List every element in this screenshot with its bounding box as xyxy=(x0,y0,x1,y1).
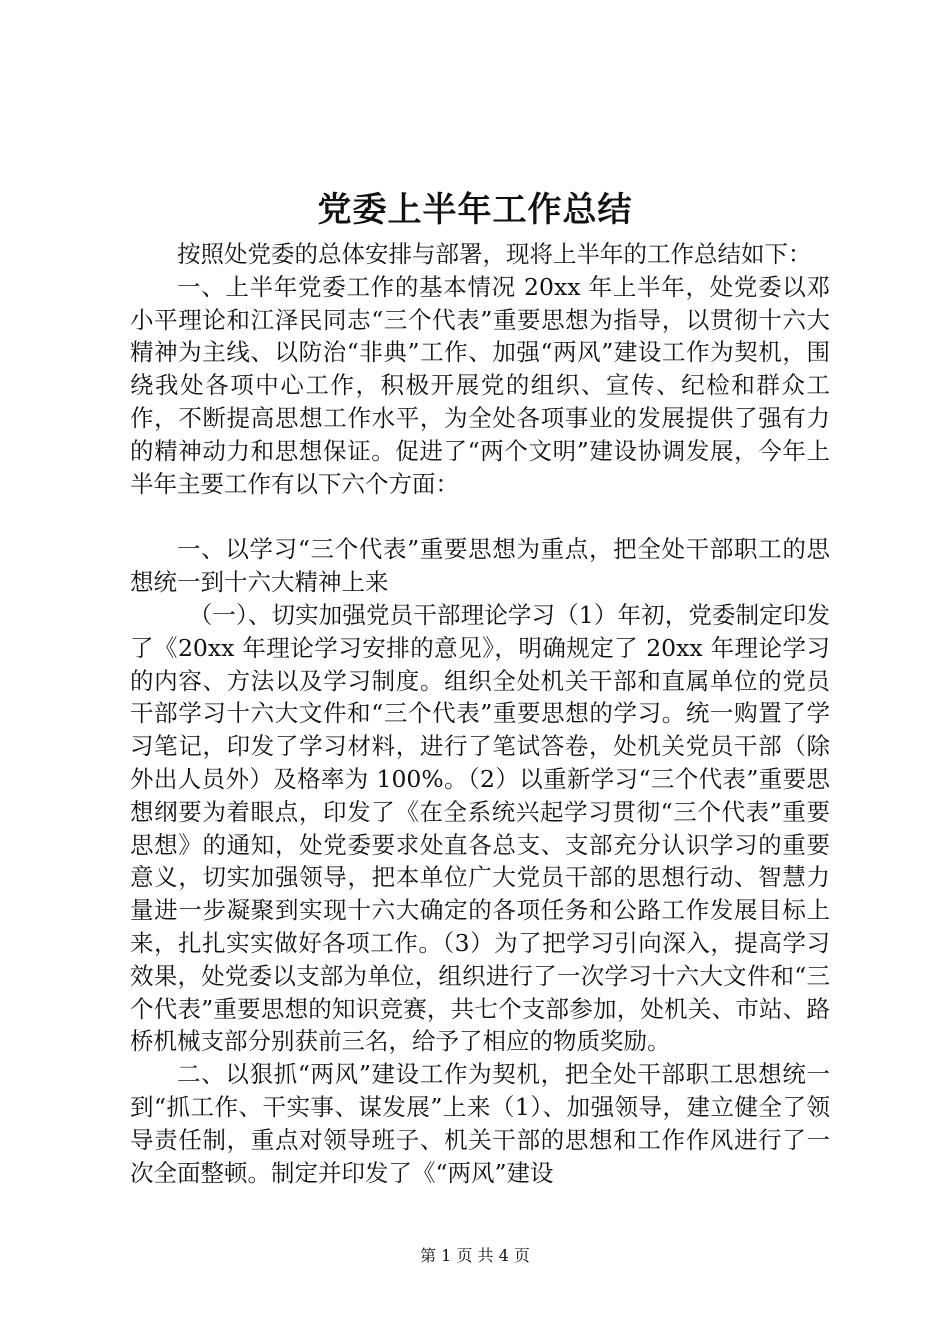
paragraph-theory-study: （一）、切实加强党员干部理论学习（1）年初，党委制定印发了《20xx 年理论学习安排的意见》，明确规定了 20xx 年理论学习的内容、方法以及学习制度。组织全处机关干部和直属单位的党员干部学习十六大文件和“三个代表”重要思想的学习。统一购置了学习笔记，印发了学习材料，进行了笔试答卷，处机关党员干部（除外出人员外）及格率为 100%。（2）以重新学习“三个代表”重要思想纲要为着眼点，印发了《在全系统兴起学习贯彻“三个代表”重要思想》的通知，处党委要求处直各总支、支部充分认识学习的重要意义，切实加强领导，把本单位广大党员干部的思想行动、智慧力量进一步凝聚到实现十六大确定的各项任务和公路工作发展目标上来，扎扎实实做好各项工作。（3）为了把学习引向深入，提高学习效果，处党委以支部为单位，组织进行了一次学习十六大文件和“三个代表”重要思想的知识竞赛，共七个支部参加，处机关、市站、路桥机械支部分别获前三名，给予了相应的物质奖励。 xyxy=(130,600,830,1056)
page-number-footer: 第 1 页 共 4 页 xyxy=(420,1246,530,1265)
paragraph-intro: 按照处党委的总体安排与部署，现将上半年的工作总结如下： xyxy=(177,240,812,268)
paragraph-overview: 一、上半年党委工作的基本情况 20xx 年上半年，处党委以邓小平理论和江泽民同志“三个代表”重要思想为指导，以贯彻十六大精神为主线、以防治“非典”工作、加强“两风”建设工作为契机，围绕我处各项中心工作，积极开展党的组织、宣传、纪检和群众工作，不断提高思想工作水平，为全处各项事业的发展提供了强有力的精神动力和思想保证。促进了“两个文明”建设协调发展，今年上半年主要工作有以下六个方面： xyxy=(130,272,830,498)
document-title: 党委上半年工作总结 xyxy=(317,190,633,230)
document-body xyxy=(130,238,830,1189)
paragraph-section-one-heading: 一、以学习“三个代表”重要思想为重点，把全处干部职工的思想统一到十六大精神上来 xyxy=(130,535,830,597)
paragraph-section-two: 二、以狠抓“两风”建设工作为契机，把全处干部职工思想统一到“抓工作、干实事、谋发展”上来（1）、加强领导，建立健全了领导责任制，重点对领导班子、机关干部的思想和工作作风进行了一次全面整顿。制定并印发了《“两风”建设 xyxy=(130,1060,830,1187)
